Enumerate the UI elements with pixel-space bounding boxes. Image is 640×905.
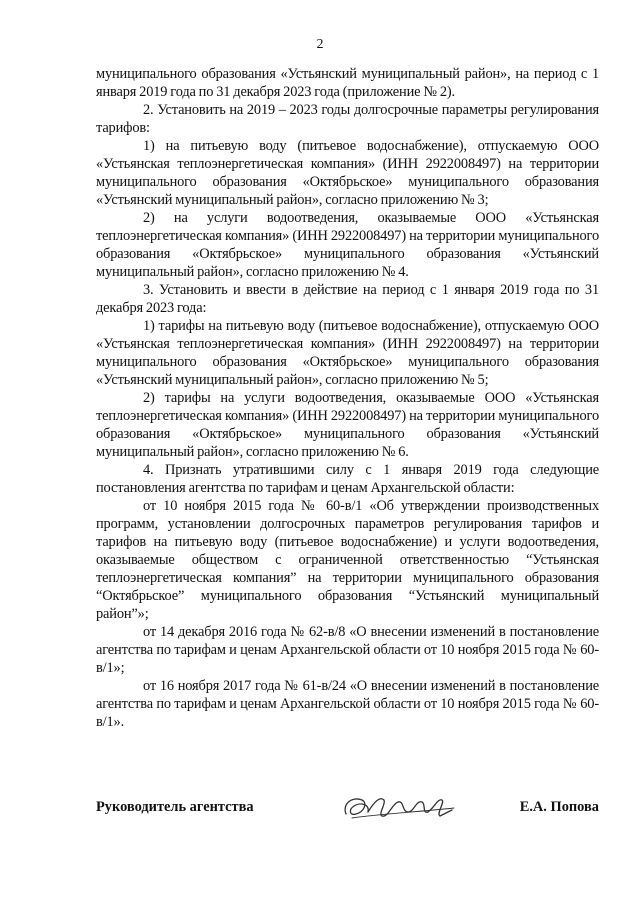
paragraph: 2) на услуги водоотведения, оказываемые ООО «Устьянская теплоэнергетическая компания» (ИНН 2922008497) на территории муниципального образования «Октябрьское» муниципального образования «Устьянский муниципальный район», согласно приложению № 4. <box>96 210 599 280</box>
paragraph: 2. Установить на 2019 – 2023 годы долгосрочные параметры регулирования тарифов: <box>96 102 599 136</box>
paragraph: 2) тарифы на услуги водоотведения, оказываемые ООО «Устьянская теплоэнергетическая компания» (ИНН 2922008497) на территории муниципального образования «Октябрьское» муниципального образования «Устьянский муниципальный район», согласно приложению № 6. <box>96 390 599 460</box>
paragraph: от 16 ноября 2017 года № 61-в/24 «О внесении изменений в постановление агентства по тарифам и ценам Архангельской области от 10 ноября 2015 года № 60-в/1». <box>96 678 599 730</box>
paragraph: 4. Признать утратившими силу с 1 января 2019 года следующие постановления агентства по тарифам и ценам Архангельской области: <box>96 462 599 496</box>
signatory-name: Е.А. Попова <box>519 799 599 815</box>
paragraph: от 14 декабря 2016 года № 62-в/8 «О внесении изменений в постановление агентства по тарифам и ценам Архангельской области от 10 ноября 2015 года № 60-в/1»; <box>96 624 599 676</box>
page-number: 2 <box>316 37 324 52</box>
paragraph: 1) на питьевую воду (питьевое водоснабжение), отпускаемую ООО «Устьянская теплоэнергетическая компания» (ИНН 2922008497) на территории муниципального образования «Октябрьское» муниципального образования «Устьянский муниципальный район», согласно приложению № 3; <box>96 138 599 208</box>
paragraph: 3. Установить и ввести в действие на период с 1 января 2019 года по 31 декабря 2023 года: <box>96 282 599 316</box>
signatory-title: Руководитель агентства <box>96 799 254 815</box>
paragraph: муниципального образования «Устьянский муниципальный район», на период с 1 января 2019 года по 31 декабря 2023 года (приложение № 2). <box>96 66 599 100</box>
document-body <box>96 65 599 731</box>
paragraph: 1) тарифы на питьевую воду (питьевое водоснабжение), отпускаемую ООО «Устьянская теплоэнергетическая компания» (ИНН 2922008497) на территории муниципального образования «Октябрьское» муниципального образования «Устьянский муниципальный район», согласно приложению № 5; <box>96 318 599 388</box>
paragraph: от 10 ноября 2015 года № 60-в/1 «Об утверждении производственных программ, установлении долгосрочных параметров регулирования тарифов и тарифов на питьевую воду (питьевое водоснабжение) и услуги водоотведения, оказываемые обществом с ограниченной ответственностью “Устьянская теплоэнергетическая компания” на территории муниципального образования “Октябрьское” муниципального образования “Устьянский муниципальный район”»; <box>96 498 599 622</box>
signature-block <box>96 790 599 830</box>
handwritten-signature-icon <box>338 790 458 826</box>
